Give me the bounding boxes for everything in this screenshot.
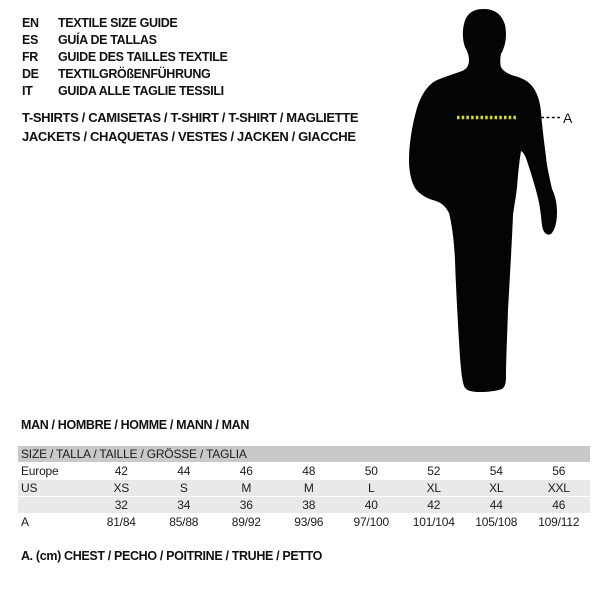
size-value: XXL: [547, 481, 570, 495]
size-value: XL: [426, 481, 441, 495]
size-value: 44: [489, 498, 503, 512]
category-lines: [22, 109, 358, 146]
size-value: 42: [427, 498, 441, 512]
language-row-it: [22, 83, 228, 100]
size-value: M: [241, 481, 252, 495]
size-value: 48: [302, 464, 316, 478]
measure-label-a: A: [563, 110, 573, 126]
size-value: 109/112: [538, 515, 580, 529]
language-row-es: [22, 32, 228, 49]
size-value: 50: [364, 464, 378, 478]
size-value: 38: [302, 498, 316, 512]
size-value: 85/88: [169, 515, 199, 529]
size-table-row-a: [18, 514, 590, 530]
man-silhouette: [409, 9, 557, 392]
size-value: 46: [239, 464, 253, 478]
size-value: 81/84: [106, 515, 136, 529]
size-value: 34: [177, 498, 191, 512]
language-guide: [22, 15, 228, 100]
size-value: 93/96: [294, 515, 324, 529]
size-value: 105/108: [475, 515, 518, 529]
row-label: A: [21, 515, 29, 529]
size-table-row-us: [18, 480, 590, 496]
size-table: [18, 446, 590, 530]
language-guide-text: GUÍA DE TALLAS: [58, 33, 157, 47]
size-value: S: [179, 481, 188, 495]
size-value: XS: [113, 481, 130, 495]
language-code: IT: [22, 84, 33, 98]
size-value: 40: [364, 498, 378, 512]
size-value: L: [368, 481, 375, 495]
size-value: 52: [427, 464, 441, 478]
category-line-jackets: JACKETS / CHAQUETAS / VESTES / JACKEN / GIACCHE: [22, 128, 356, 144]
man-figure: [400, 5, 575, 400]
size-value: XL: [489, 481, 504, 495]
size-value: 89/92: [231, 515, 261, 529]
size-table-rows: [18, 463, 590, 530]
language-code: FR: [22, 50, 38, 64]
language-guide-text: TEXTILGRÖßENFÜHRUNG: [58, 67, 211, 81]
size-value: 54: [489, 464, 503, 478]
size-value: 32: [114, 498, 128, 512]
size-value: 44: [177, 464, 191, 478]
section-title-man: MAN / HOMBRE / HOMME / MANN / MAN: [21, 418, 250, 432]
size-value: 56: [552, 464, 566, 478]
language-code: ES: [22, 33, 38, 47]
language-row-en: [22, 15, 228, 32]
size-value: M: [303, 481, 314, 495]
size-table-header: SIZE / TALLA / TAILLE / GRÖSSE / TAGLIA: [18, 446, 590, 462]
language-guide-text: TEXTILE SIZE GUIDE: [58, 16, 178, 30]
size-value: 46: [552, 498, 566, 512]
category-line-tshirts: T-SHIRTS / CAMISETAS / T-SHIRT / T-SHIRT / MAGLIETTE: [22, 110, 359, 125]
language-row-de: [22, 66, 228, 83]
size-value: 36: [239, 498, 253, 512]
language-code: DE: [22, 67, 39, 81]
size-table-row-europe: [18, 463, 590, 479]
row-label: Europe: [21, 464, 59, 478]
language-code: EN: [22, 16, 39, 30]
language-row-fr: [22, 49, 228, 66]
measurement-footnote: A. (cm) CHEST / PECHO / POITRINE / TRUHE / PETTO: [21, 549, 323, 563]
size-table-row-numeric: [18, 497, 590, 513]
size-value: 42: [114, 464, 128, 478]
size-value: 97/100: [353, 515, 389, 529]
language-guide-text: GUIDE DES TAILLES TEXTILE: [58, 50, 228, 64]
size-value: 101/104: [412, 515, 455, 529]
language-guide-text: GUIDA ALLE TAGLIE TESSILI: [58, 84, 224, 98]
row-label: [18, 497, 90, 513]
row-label: US: [21, 481, 38, 495]
